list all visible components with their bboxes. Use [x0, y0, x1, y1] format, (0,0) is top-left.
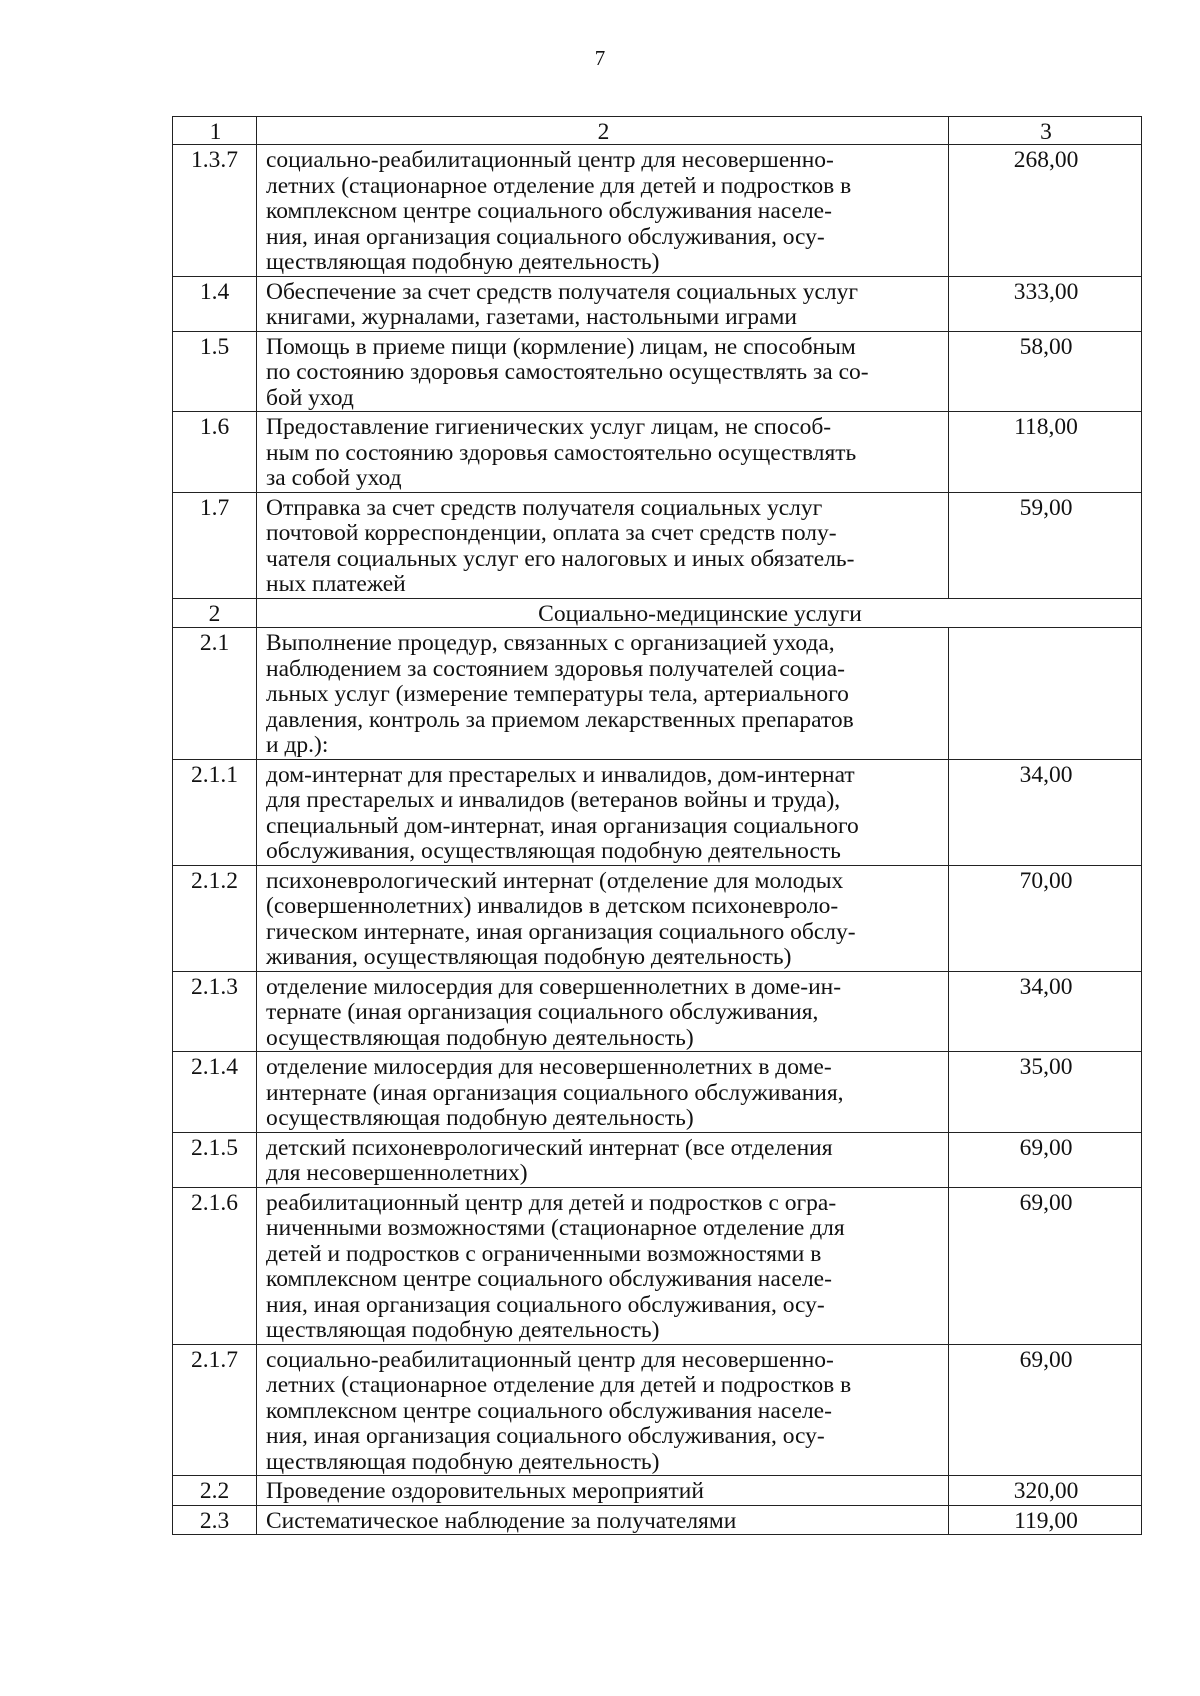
service-price: 268,00 — [949, 145, 1142, 277]
description-line: ществляющая подобную деятельность) — [266, 1317, 660, 1343]
service-price: 69,00 — [949, 1344, 1142, 1476]
table-row — [173, 412, 1142, 493]
table-row — [173, 628, 1142, 760]
description-line: ществляющая подобную деятельность) — [266, 249, 660, 275]
item-number: 2.1.1 — [173, 759, 257, 865]
service-description — [257, 331, 949, 412]
description-line: чателя социальных услуг его налоговых и иных обязатель- — [266, 545, 855, 572]
service-description — [257, 1187, 949, 1344]
description-line: почтовой корреспонденции, оплата за счет средств полу- — [266, 520, 837, 546]
description-line: за собой уход — [266, 465, 402, 491]
service-description — [257, 492, 949, 598]
item-number: 1.7 — [173, 492, 257, 598]
service-description — [257, 1052, 949, 1133]
item-number: 1.3.7 — [173, 145, 257, 277]
description-line: осуществляющая подобную деятельность) — [266, 1024, 694, 1051]
table-row — [173, 1052, 1142, 1133]
service-price: 34,00 — [949, 971, 1142, 1052]
header-col-2: 2 — [257, 117, 949, 145]
service-price: 69,00 — [949, 1132, 1142, 1187]
description-line: социально-реабилитационный центр для несовершенно- — [266, 1346, 834, 1373]
service-description — [257, 145, 949, 277]
description-line: по состоянию здоровья самостоятельно осуществлять за со- — [266, 359, 869, 385]
description-line: гическом интернате, иная организация социального обслу- — [266, 918, 856, 945]
table-row — [173, 1132, 1142, 1187]
item-number: 2.1.7 — [173, 1344, 257, 1476]
description-line: Проведение оздоровительных мероприятий — [266, 1478, 704, 1504]
item-number: 2.1.4 — [173, 1052, 257, 1133]
table-row — [173, 1187, 1142, 1344]
table-row — [173, 1476, 1142, 1506]
service-price: 34,00 — [949, 759, 1142, 865]
header-col-3: 3 — [949, 117, 1142, 145]
description-line: льных услуг (измерение температуры тела, артериального — [266, 681, 849, 707]
page-number: 7 — [594, 46, 606, 70]
service-price: 119,00 — [949, 1505, 1142, 1535]
service-price: 58,00 — [949, 331, 1142, 412]
description-line: социально-реабилитационный центр для несовершенно- — [266, 147, 834, 173]
table-row — [173, 145, 1142, 277]
description-line: специальный дом-интернат, иная организация социального — [266, 812, 859, 839]
service-price: 69,00 — [949, 1187, 1142, 1344]
table-row — [173, 331, 1142, 412]
description-line: (совершеннолетних) инвалидов в детском психоневроло- — [266, 893, 839, 919]
table-row — [173, 1505, 1142, 1535]
description-line: Помощь в приеме пищи (кормление) лицам, не способным — [266, 333, 856, 360]
section-title: Социально-медицинские услуги — [257, 598, 1142, 628]
service-description — [257, 971, 949, 1052]
description-line: летних (стационарное отделение для детей и подростков в — [266, 1372, 852, 1398]
item-number: 2.1.2 — [173, 865, 257, 971]
description-line: отделение милосердия для несовершеннолетних в доме- — [266, 1054, 832, 1080]
description-line: живания, осуществляющая подобную деятельность) — [266, 944, 792, 970]
description-line: осуществляющая подобную деятельность) — [266, 1105, 694, 1131]
description-line: дом-интернат для престарелых и инвалидов, дом-интернат — [266, 761, 855, 788]
description-line: давления, контроль за приемом лекарственных препаратов — [266, 706, 854, 733]
description-line: ществляющая подобную деятельность) — [266, 1448, 660, 1475]
services-price-table — [172, 116, 1142, 1535]
description-line: Обеспечение за счет средств получателя социальных услуг — [266, 278, 859, 305]
service-price: 320,00 — [949, 1476, 1142, 1506]
item-number: 2.3 — [173, 1505, 257, 1535]
table-row — [173, 971, 1142, 1052]
table-row — [173, 276, 1142, 331]
description-line: бой уход — [266, 384, 354, 411]
table-row — [173, 759, 1142, 865]
description-line: наблюдением за состоянием здоровья получателей социа- — [266, 655, 845, 682]
description-line: Выполнение процедур, связанных с организацией ухода, — [266, 630, 835, 656]
description-line: летних (стационарное отделение для детей и подростков в — [266, 172, 852, 199]
item-number: 1.6 — [173, 412, 257, 493]
item-number: 2.1.5 — [173, 1132, 257, 1187]
description-line: Систематическое наблюдение за получателями — [266, 1507, 737, 1534]
section-row — [173, 598, 1142, 628]
description-line: ния, иная организация социального обслуживания, осу- — [266, 223, 825, 250]
service-price: 70,00 — [949, 865, 1142, 971]
table-row — [173, 865, 1142, 971]
service-price: 35,00 — [949, 1052, 1142, 1133]
service-price: 333,00 — [949, 276, 1142, 331]
description-line: отделение милосердия для совершеннолетних в доме-ин- — [266, 973, 842, 1000]
description-line: книгами, журналами, газетами, настольными играми — [266, 304, 797, 330]
service-description — [257, 1344, 949, 1476]
table-row — [173, 492, 1142, 598]
service-description — [257, 759, 949, 865]
item-number: 2.1.3 — [173, 971, 257, 1052]
service-price: 118,00 — [949, 412, 1142, 493]
description-line: детей и подростков с ограниченными возможностями в — [266, 1240, 822, 1267]
service-description — [257, 1476, 949, 1506]
item-number: 2.1 — [173, 628, 257, 760]
description-line: ния, иная организация социального обслуживания, осу- — [266, 1423, 825, 1449]
description-line: обслуживания, осуществляющая подобную деятельность — [266, 838, 841, 864]
description-line: Отправка за счет средств получателя социальных услуг — [266, 494, 823, 521]
description-line: ниченными возможностями (стационарное отделение для — [266, 1215, 845, 1241]
service-description — [257, 628, 949, 760]
description-line: ных платежей — [266, 571, 406, 597]
description-line: комплексном центре социального обслуживания населе- — [266, 1397, 832, 1424]
service-price: 59,00 — [949, 492, 1142, 598]
service-description — [257, 1505, 949, 1535]
service-price — [949, 628, 1142, 760]
description-line: ным по состоянию здоровья самостоятельно осуществлять — [266, 439, 857, 466]
description-line: Предоставление гигиенических услуг лицам, не способ- — [266, 414, 832, 440]
item-number: 1.4 — [173, 276, 257, 331]
description-line: комплексном центре социального обслуживания населе- — [266, 198, 832, 224]
table-header-row — [173, 117, 1142, 145]
description-line: реабилитационный центр для детей и подростков с огра- — [266, 1189, 837, 1216]
item-number: 2.2 — [173, 1476, 257, 1506]
service-description — [257, 1132, 949, 1187]
description-line: ния, иная организация социального обслуживания, осу- — [266, 1291, 825, 1318]
item-number: 2.1.6 — [173, 1187, 257, 1344]
description-line: психоневрологический интернат (отделение для молодых — [266, 867, 844, 894]
service-description — [257, 412, 949, 493]
service-description — [257, 276, 949, 331]
description-line: детский психоневрологический интернат (все отделения — [266, 1134, 833, 1161]
header-col-1: 1 — [173, 117, 257, 145]
description-line: тернате (иная организация социального обслуживания, — [266, 999, 819, 1025]
description-line: интернате (иная организация социального обслуживания, — [266, 1079, 844, 1106]
description-line: и др.): — [266, 732, 329, 758]
table-row — [173, 1344, 1142, 1476]
item-number: 1.5 — [173, 331, 257, 412]
description-line: для несовершеннолетних) — [266, 1160, 528, 1186]
description-line: комплексном центре социального обслуживания населе- — [266, 1266, 832, 1292]
description-line: для престарелых и инвалидов (ветеранов войны и труда), — [266, 787, 841, 813]
item-number: 2 — [173, 598, 257, 628]
service-description — [257, 865, 949, 971]
